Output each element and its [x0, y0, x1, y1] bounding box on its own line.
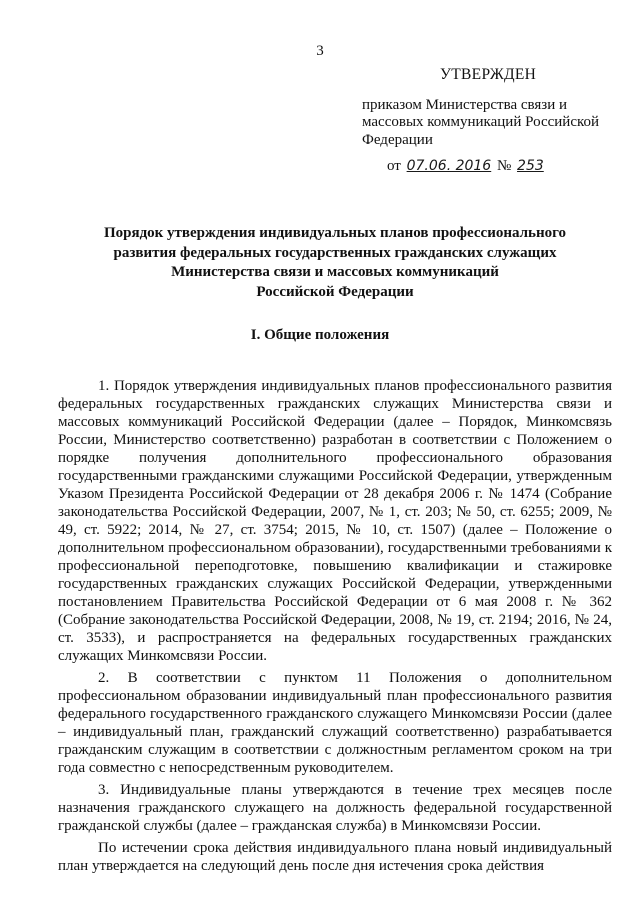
handwritten-order-number: 253	[517, 158, 544, 174]
paragraph: 2. В соответствии с пунктом 11 Положения о дополнительном профессиональном образовании индивидуальный план профессионального развития федерального государственного гражданского служащего Минкомсвязи России (далее – индивидуальный план, гражданский служащий соответственно) разрабатывается гражданским служащим в соответствии с должностным регламентом сроком на три года совместно с непосредственным руководителем.	[58, 670, 612, 776]
document-title-line: Министерства связи и массовых коммуникаций	[171, 264, 499, 280]
document-title-line: Порядок утверждения индивидуальных планов профессионального	[103, 225, 567, 241]
page-number: 3	[316, 43, 324, 59]
document-title-line: Российской Федерации	[256, 283, 414, 300]
approved-title: УТВЕРЖДЕН	[440, 66, 537, 83]
approval-date-line	[362, 158, 612, 176]
number-prefix: №	[496, 158, 512, 174]
date-prefix: от	[387, 158, 401, 174]
paragraph: 1. Порядок утверждения индивидуальных планов профессионального развития федеральных государственных гражданских служащих Министерства связи и массовых коммуникаций Российской Федерации (далее – Порядок, Минкомсвязь России, Министерство соответственно) разработан в соответствии с Положением о порядке получения дополнительного профессионального образования государственными гражданскими служащими Российской Федерации, утвержденным Указом Президента Российской Федерации от 28 декабря 2006 г. № 1474 (Собрание законодательства Российской Федерации, 2007, № 1, ст. 203; № 50, ст. 6255; 2009, № 49, ст. 5922; 2014, № 27, ст. 3754; 2015, № 10, ст. 1507) (далее – Положение о дополнительном профессиональном образовании), государственными требованиями к профессиональной переподготовке, повышению квалификации и стажировке государственных гражданских служащих Российской Федерации, утвержденными постановлением Правительства Российской Федерации от 6 мая 2008 г. № 362 (Собрание законодательства Российской Федерации, 2008, № 19, ст. 2194; 2016, № 24, ст. 3533), и распространяется на федеральных государственных гражданских служащих Минкомсвязи России.	[58, 378, 612, 664]
document-body	[58, 377, 612, 875]
approval-order-text	[362, 97, 612, 150]
approval-order-line: Федерации	[362, 131, 433, 148]
paragraph: 3. Индивидуальные планы утверждаются в течение трех месяцев после назначения гражданского служащего на должность федеральной государственной гражданской службы (далее – гражданская служба) в Минкомсвязи России.	[58, 782, 612, 834]
handwritten-date: 07.06. 2016	[406, 158, 492, 174]
document-title-line: развития федеральных государственных гражданских служащих	[113, 244, 557, 261]
approval-order-line: приказом Министерства связи и	[362, 96, 568, 113]
approval-order-line: массовых коммуникаций Российской	[362, 114, 600, 130]
approval-stamp-block	[362, 66, 612, 176]
section-heading: I. Общие положения	[250, 327, 390, 343]
document-title	[60, 224, 610, 302]
paragraph: По истечении срока действия индивидуального плана новый индивидуальный план утверждается на следующий день после дня истечения срока действия	[58, 840, 612, 874]
